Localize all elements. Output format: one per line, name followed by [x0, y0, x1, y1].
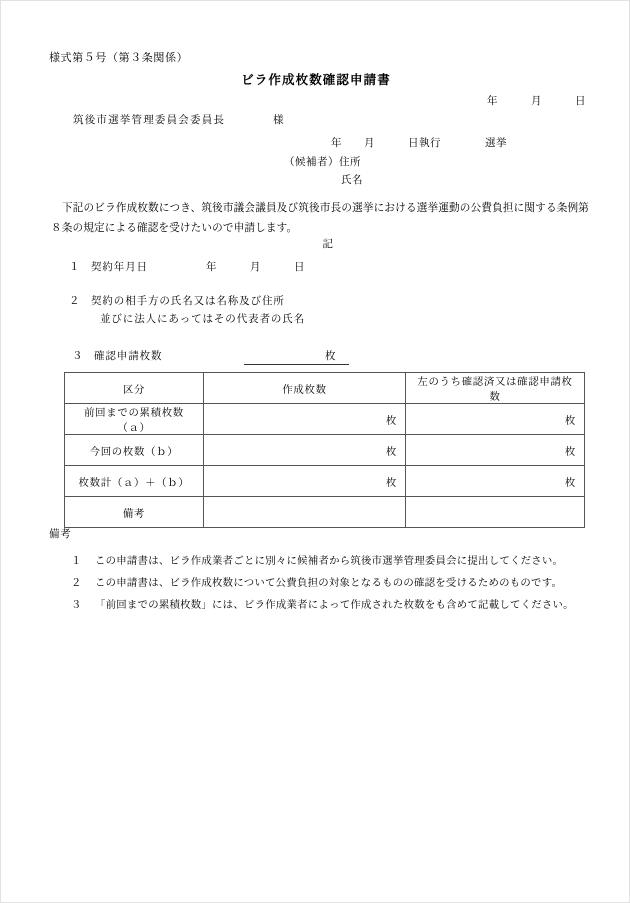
table-row — [65, 404, 585, 435]
note-1-text: この申請書は、ビラ作成業者ごとに別々に候補者から筑後市選挙管理委員会に提出してください。 — [95, 556, 564, 567]
item-1-value: 年 月 日 — [206, 262, 305, 273]
item-2-label-line2: 並びに法人にあってはその代表者の氏名 — [100, 314, 306, 325]
note-3-number: ３ — [71, 600, 82, 611]
row-label-total: 枚数計（ａ）＋（ｂ） — [65, 466, 204, 497]
table-row — [65, 497, 585, 528]
election-date-line: 年 月 日執行 選挙 — [331, 138, 507, 149]
candidate-address-label: （候補者）住所 — [284, 157, 361, 168]
form-sheet — [1, 1, 630, 903]
item-2-number: ２ — [69, 296, 81, 307]
item-2-label: 契約の相手方の氏名又は名称及び住所 — [91, 296, 285, 307]
addressee-name: 筑後市選挙管理委員会委員長 — [73, 115, 226, 126]
row-label-cumulative: 前回までの累積枚数（ａ） — [65, 404, 204, 435]
note-2-text: この申請書は、ビラ作成枚数について公費負担の対象となるものの確認を受けるためのものです。 — [95, 578, 563, 589]
item-1-number: １ — [69, 262, 81, 273]
table-header-category: 区分 — [65, 373, 204, 404]
cell-total-created[interactable]: 枚 — [204, 466, 406, 497]
row-label-current: 今回の枚数（ｂ） — [65, 435, 204, 466]
item-1-label: 契約年月日 — [91, 262, 148, 273]
table-header-row — [65, 373, 585, 404]
cell-total-confirmed[interactable]: 枚 — [406, 466, 585, 497]
note-1-number: １ — [71, 556, 82, 567]
notes-title: 備考 — [49, 529, 72, 540]
cell-current-confirmed[interactable]: 枚 — [406, 435, 585, 466]
table-row — [65, 466, 585, 497]
form-number: 様式第５号（第３条関係） — [49, 52, 189, 64]
body-paragraph: 下記のビラ作成枚数につき、筑後市議会議員及び筑後市長の選挙における選挙運動の公費負担に関する条例第８条の規定による確認を受けたいので申請します。 — [51, 203, 589, 234]
table-row — [65, 435, 585, 466]
count-table — [64, 372, 585, 528]
candidate-name-label: 氏名 — [341, 175, 363, 186]
cell-current-created[interactable]: 枚 — [204, 435, 406, 466]
cell-cumulative-confirmed[interactable]: 枚 — [406, 404, 585, 435]
note-3-text: 「前回までの累積枚数」には、ビラ作成業者によって作成された枚数をも含めて記載してください。 — [95, 600, 574, 611]
page-title: ビラ作成枚数確認申請書 — [241, 73, 391, 87]
ki-marker: 記 — [322, 239, 334, 250]
submission-date-line: 年 月 日 — [487, 96, 586, 107]
table-header-created: 作成枚数 — [204, 373, 406, 404]
cell-cumulative-created[interactable]: 枚 — [204, 404, 406, 435]
addressee-honorific: 様 — [273, 115, 284, 126]
item-3-label: 確認申請枚数 — [94, 351, 163, 362]
item-3-number: ３ — [72, 351, 84, 362]
note-2-number: ２ — [71, 578, 82, 589]
cell-remarks-created[interactable] — [204, 497, 406, 528]
row-label-remarks: 備考 — [65, 497, 204, 528]
cell-remarks-confirmed[interactable] — [406, 497, 585, 528]
confirmation-count-unit: 枚 — [325, 351, 336, 362]
table-header-confirmed: 左のうち確認済又は確認申請枚数 — [406, 373, 585, 404]
